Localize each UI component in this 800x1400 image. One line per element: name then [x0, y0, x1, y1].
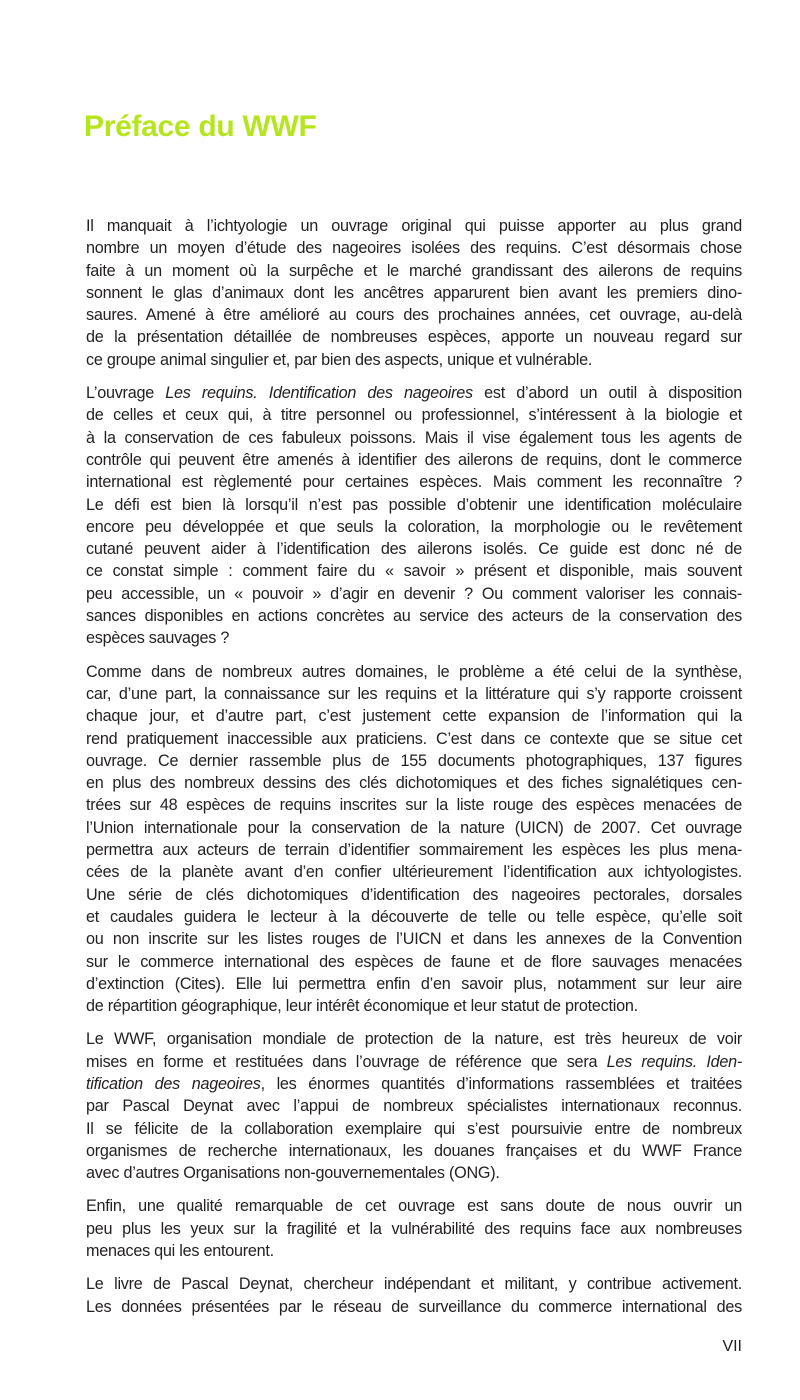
text-line	[86, 627, 742, 649]
paragraph	[86, 1195, 742, 1262]
text-run: ouvrage. Ce dernier rassemble plus de 155 documents photographiques, 137 figures	[86, 751, 742, 770]
text-line	[86, 928, 742, 950]
paragraph	[86, 215, 742, 371]
italic-title-text: tification des nageoires	[86, 1074, 261, 1093]
text-line	[86, 1073, 742, 1095]
text-line	[86, 1140, 742, 1162]
text-run: Une série de clés dichotomiques d’identification des nageoires pectorales, dorsales	[86, 885, 742, 904]
text-run: d’extinction (Cites). Elle lui permettra enfin d’en savoir plus, notamment sur leur aire	[86, 974, 742, 993]
paragraph	[86, 382, 742, 650]
text-line	[86, 661, 742, 683]
text-line	[86, 1051, 742, 1073]
text-line	[86, 772, 742, 794]
text-line	[86, 516, 742, 538]
text-line	[86, 427, 742, 449]
text-line	[86, 560, 742, 582]
text-run: Enfin, une qualité remarquable de cet ouvrage est sans doute de nous ouvrir un	[86, 1197, 742, 1216]
text-line	[86, 1118, 742, 1140]
text-line	[86, 583, 742, 605]
text-run: car, d’une part, la connaissance sur les requins et la littérature qui s’y rapporte croissent	[86, 684, 742, 703]
text-line	[86, 1028, 742, 1050]
text-line	[86, 728, 742, 750]
text-line	[86, 282, 742, 304]
text-line	[86, 817, 742, 839]
text-line	[86, 260, 742, 282]
italic-title-text: Les requins. Identification des nageoires	[165, 384, 473, 403]
text-line	[86, 215, 742, 237]
text-line	[86, 794, 742, 816]
paragraph	[86, 1273, 742, 1318]
text-line	[86, 750, 742, 772]
text-line	[86, 382, 742, 404]
text-run: ou non inscrite sur les listes rouges de l’UICN et dans les annexes de la Convention	[86, 930, 742, 949]
text-run: organismes de recherche internationaux, les douanes françaises et du WWF France	[86, 1141, 742, 1160]
text-run: est d’abord un outil à disposition	[472, 384, 743, 403]
text-line	[86, 1218, 742, 1240]
text-line	[86, 326, 742, 348]
text-run: ce constat simple : comment faire du « savoir » présent et disponible, mais souvent	[86, 562, 742, 581]
text-run: par Pascal Deynat avec l’appui de nombreux spécialistes internationaux reconnus.	[86, 1097, 742, 1116]
text-run: encore peu développée et que seuls la coloration, la morphologie ou le revêtement	[86, 517, 742, 536]
text-run: de répartition géographique, leur intérêt économique et leur statut de protection.	[86, 997, 638, 1016]
text-run: de la présentation détaillée de nombreuses espèces, apporte un nouveau regard sur	[86, 328, 742, 347]
text-line	[86, 1296, 742, 1318]
text-line	[86, 705, 742, 727]
text-line	[86, 1273, 742, 1295]
text-line	[86, 237, 742, 259]
text-run: Le défi est bien là lorsqu’il n’est pas possible d’obtenir une identification moléculaire	[86, 495, 742, 514]
text-line	[86, 1095, 742, 1117]
text-run: ce groupe animal singulier et, par bien des aspects, unique et vulnérable.	[86, 350, 593, 369]
text-line	[86, 471, 742, 493]
text-run: Comme dans de nombreux autres domaines, le problème a été celui de la synthèse,	[86, 662, 742, 681]
text-line	[86, 1162, 742, 1184]
text-run: avec d’autres Organisations non-gouvernementales (ONG).	[86, 1164, 500, 1183]
text-line	[86, 349, 742, 371]
text-run: trées sur 48 espèces de requins inscrites sur la liste rouge des espèces menacées de	[86, 796, 742, 815]
text-run: international est règlementé pour certaines espèces. Mais comment les reconnaître ?	[86, 473, 742, 492]
text-line	[86, 861, 742, 883]
text-run: à la conservation de ces fabuleux poissons. Mais il vise également tous les agents de	[86, 428, 742, 447]
text-run: Il se félicite de la collaboration exemplaire qui s’est poursuivie entre de nombreux	[86, 1119, 742, 1138]
text-run: peu plus les yeux sur la fragilité et la vulnérabilité des requins face aux nombreuses	[86, 1219, 742, 1238]
text-line	[86, 605, 742, 627]
text-run: Le livre de Pascal Deynat, chercheur indépendant et militant, y contribue activement.	[86, 1275, 742, 1294]
text-run: faite à un moment où la surpêche et le marché grandissant des ailerons de requins	[86, 261, 742, 280]
text-run: cutané peuvent aider à l’identification des ailerons isolés. Ce guide est donc né de	[86, 540, 742, 559]
text-run: peu accessible, un « pouvoir » d’agir en devenir ? Ou comment valoriser les connais-	[86, 584, 742, 603]
text-run: nombre un moyen d’étude des nageoires isolées des requins. C’est désormais chose	[86, 239, 742, 258]
page-number: VII	[722, 1338, 742, 1355]
text-run: Il manquait à l’ichtyologie un ouvrage original qui puisse apporter au plus grand	[86, 217, 742, 235]
text-run: , les énormes quantités d’informations rassemblées et traitées	[260, 1074, 743, 1093]
text-line	[86, 839, 742, 861]
text-run: sur le commerce international des espèces de faune et de flore sauvages menacées	[86, 952, 742, 971]
text-line	[86, 973, 742, 995]
text-run: Le WWF, organisation mondiale de protection de la nature, est très heureux de voir	[86, 1030, 742, 1049]
text-line	[86, 906, 742, 928]
text-line	[86, 995, 742, 1017]
text-run: mises en forme et restituées dans l’ouvrage de référence que sera	[86, 1052, 607, 1071]
text-run: en plus des nombreux dessins des clés dichotomiques et des fiches signalétiques cen-	[86, 774, 742, 793]
text-line	[86, 951, 742, 973]
text-run: permettra aux acteurs de terrain d’identifier sommairement les espèces les plus mena-	[86, 841, 742, 860]
text-run: sonnent le glas d’animaux dont les ancêtres apparurent bien avant les premiers dino-	[86, 283, 742, 302]
italic-title-text: Les requins. Iden-	[606, 1052, 742, 1071]
text-line	[86, 449, 742, 471]
text-line	[86, 538, 742, 560]
text-run: menaces qui les entourent.	[86, 1242, 274, 1261]
text-run: sances disponibles en actions concrètes au service des acteurs de la conservation des	[86, 607, 742, 626]
text-run: contrôle qui peuvent être amenés à identifier des ailerons de requins, dont le commerce	[86, 450, 742, 469]
text-run: de celles et ceux qui, à titre personnel ou professionnel, s’intéressent à la biologie et	[86, 406, 742, 425]
text-run: chaque jour, et d’autre part, c’est justement cette expansion de l’information qui la	[86, 707, 742, 726]
text-run: et caudales guidera le lecteur à la découverte de telle ou telle espèce, qu’elle soit	[86, 907, 742, 926]
preface-body	[86, 215, 742, 1329]
page-title: Préface du WWF	[84, 110, 317, 143]
text-run: l’Union internationale pour la conservation de la nature (UICN) de 2007. Cet ouvrage	[86, 818, 742, 837]
text-line	[86, 683, 742, 705]
paragraph	[86, 1028, 742, 1184]
text-line	[86, 304, 742, 326]
text-line	[86, 1240, 742, 1262]
text-run: cées de la planète avant d’en confier ultérieurement l’identification aux ichtyologistes.	[86, 863, 742, 882]
text-run: Les données présentées par le réseau de surveillance du commerce international des	[86, 1297, 742, 1316]
text-run: saures. Amené à être amélioré au cours des prochaines années, cet ouvrage, au-delà	[86, 306, 742, 325]
text-line	[86, 494, 742, 516]
text-run: rend pratiquement inaccessible aux praticiens. C’est dans ce contexte que se situe cet	[86, 729, 742, 748]
text-line	[86, 1195, 742, 1217]
text-line	[86, 404, 742, 426]
text-run: L’ouvrage	[86, 384, 166, 403]
text-line	[86, 884, 742, 906]
text-run: espèces sauvages ?	[86, 629, 230, 648]
paragraph	[86, 661, 742, 1018]
